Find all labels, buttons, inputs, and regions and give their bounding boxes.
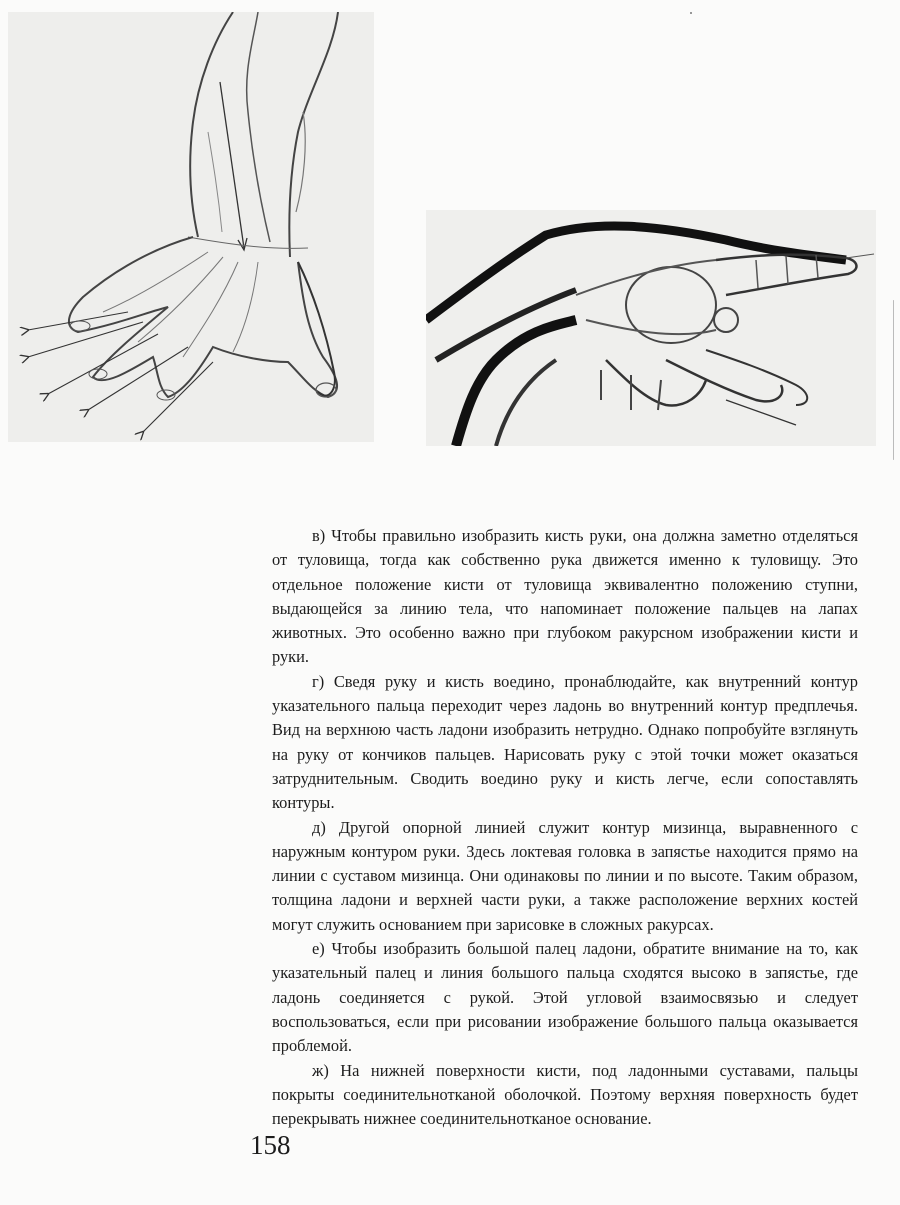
scan-edge-mark <box>893 300 894 460</box>
body-text <box>272 524 858 1131</box>
paragraph-g: г) Сведя руку и кисть воедино, пронаблюдайте, как внутренний контур указательного пальца переходит через ладонь во внутренний контур предплечья. Вид на верхнюю часть ладони изобразить нетрудно. Однако попробуйте взглянуть на руку от кончиков пальцев. Нарисовать руку с этой точки может оказаться затруднительным. Сводить воедино руку и кисть легче, если сопоставлять контуры. <box>272 671 858 813</box>
arm-hand-sketch-figure <box>8 12 374 442</box>
paragraph-v: в) Чтобы правильно изобразить кисть руки, она должна заметно отделяться от туловища, тогда как собственно рука движется именно к туловищу. Это отдельное положение кисти от туловища эквивалентно положению ступни, выдающейся за линию тела, что напоминает положение пальцев на лапах животных. Это особенно важно при глубоком ракурсном изображении кисти и руки. <box>272 526 858 667</box>
scan-speck <box>690 12 692 14</box>
arm-hand-sketch-icon <box>8 12 374 442</box>
paragraph-e: е) Чтобы изобразить большой палец ладони, обратите внимание на то, как указательный палец и линия большого пальца сходятся высоко в запястье, где ладонь соединяется с рукой. Этой угловой взаимосвязью и следует воспользоваться, если при рисовании изображение большого пальца оказывается проблемой. <box>272 939 858 1056</box>
paragraph-zh: ж) На нижней поверхности кисти, под ладонными суставами, пальцы покрыты соединительнотканой оболочкой. Поэтому верхняя поверхность будет перекрывать нижнее соединительнотканое основание. <box>272 1060 858 1129</box>
paragraph-d: д) Другой опорной линией служит контур мизинца, выравненного с наружным контуром руки. Здесь локтевая головка в запястье находится прямо на линии с суставом мизинца. Они одинаковы по линии и по высоте. Таким образом, толщина ладони и верхней части руки, а также расположение верхних костей могут служить основанием при зарисовке в сложных ракурсах. <box>272 817 858 934</box>
hand-skeleton-figure <box>426 210 876 446</box>
page-number: 158 <box>250 1130 291 1160</box>
hand-skeleton-icon <box>426 210 876 446</box>
